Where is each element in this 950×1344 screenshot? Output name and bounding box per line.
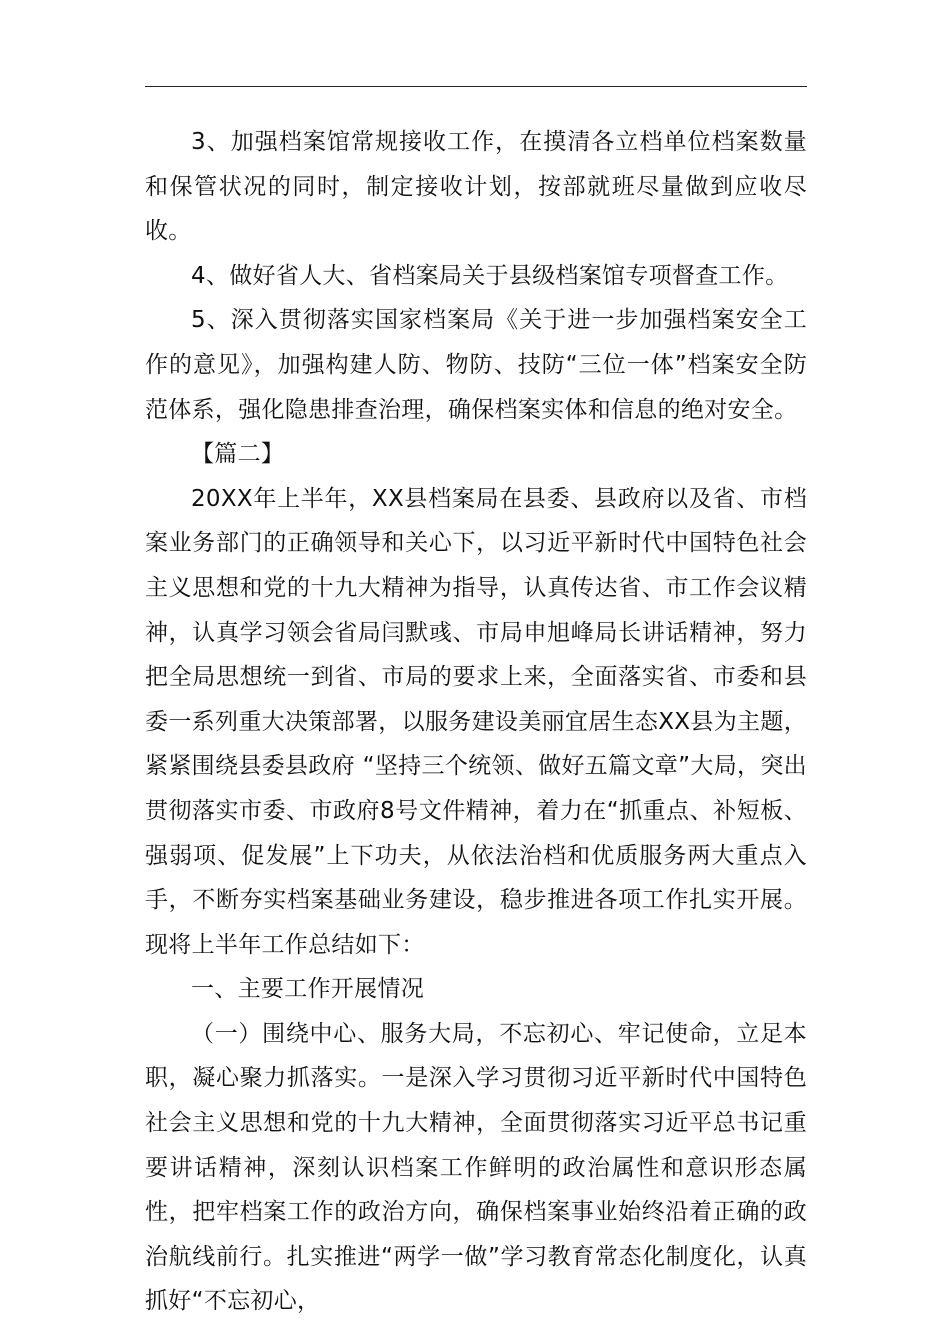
intro-paragraph: 20XX年上半年，XX县档案局在县委、县政府以及省、市档案业务部门的正确领导和关心下，以习近平新时代中国特色社会主义思想和党的十九大精神为指导，认真传达省、市工作会议精神，认真学习领会省局闫默彧、市局申旭峰局长讲话精神，努力把全局思想统一到省、市局的要求上来，全面落实省、市委和县委一系列重大决策部署，以服务建设美丽宜居生态XX县为主题，紧紧围绕县委县政府 “坚持三个统领、做好五篇文章”大局，突出贯彻落实市委、市政府8号文件精神，着力在“抓重点、补短板、强弱项、促发展”上下功夫，从依法治档和优质服务两大重点入手，不断夯实档案基础业务建设，稳步推进各项工作扎实开展。现将上半年工作总结如下： bbox=[145, 485, 807, 958]
paragraph-item-5: 5、深入贯彻落实国家档案局《关于进一步加强档案安全工作的意见》，加强构建人防、物防、技防“三位一体”档案安全防范体系，强化隐患排查治理，确保档案实体和信息的绝对安全。 bbox=[145, 307, 807, 423]
header-rule bbox=[145, 86, 807, 87]
paragraph-item-4: 4、做好省人大、省档案局关于县级档案馆专项督查工作。 bbox=[191, 262, 789, 289]
document-page bbox=[145, 0, 807, 1344]
paragraph-item-3: 3、加强档案馆常规接收工作，在摸清各立档单位档案数量和保管状况的同时，制定接收计划，按部就班尽量做到应收尽收。 bbox=[145, 129, 807, 245]
body-paragraph: （一）围绕中心、服务大局，不忘初心、牢记使命，立足本职，凝心聚力抓落实。一是深入学习贯彻习近平新时代中国特色社会主义思想和党的十九大精神，全面贯彻落实习近平总书记重要讲话精神，深刻认识档案工作鲜明的政治属性和意识形态属性，把牢档案工作的政治方向，确保档案事业始终沿着正确的政治航线前行。扎实推进“两学一做”学习教育常态化制度化，认真抓好“不忘初心， bbox=[145, 1020, 807, 1315]
document-body bbox=[145, 120, 807, 1324]
subsection-heading: 一、主要工作开展情况 bbox=[191, 976, 424, 1003]
section-heading: 【篇二】 bbox=[191, 441, 285, 468]
